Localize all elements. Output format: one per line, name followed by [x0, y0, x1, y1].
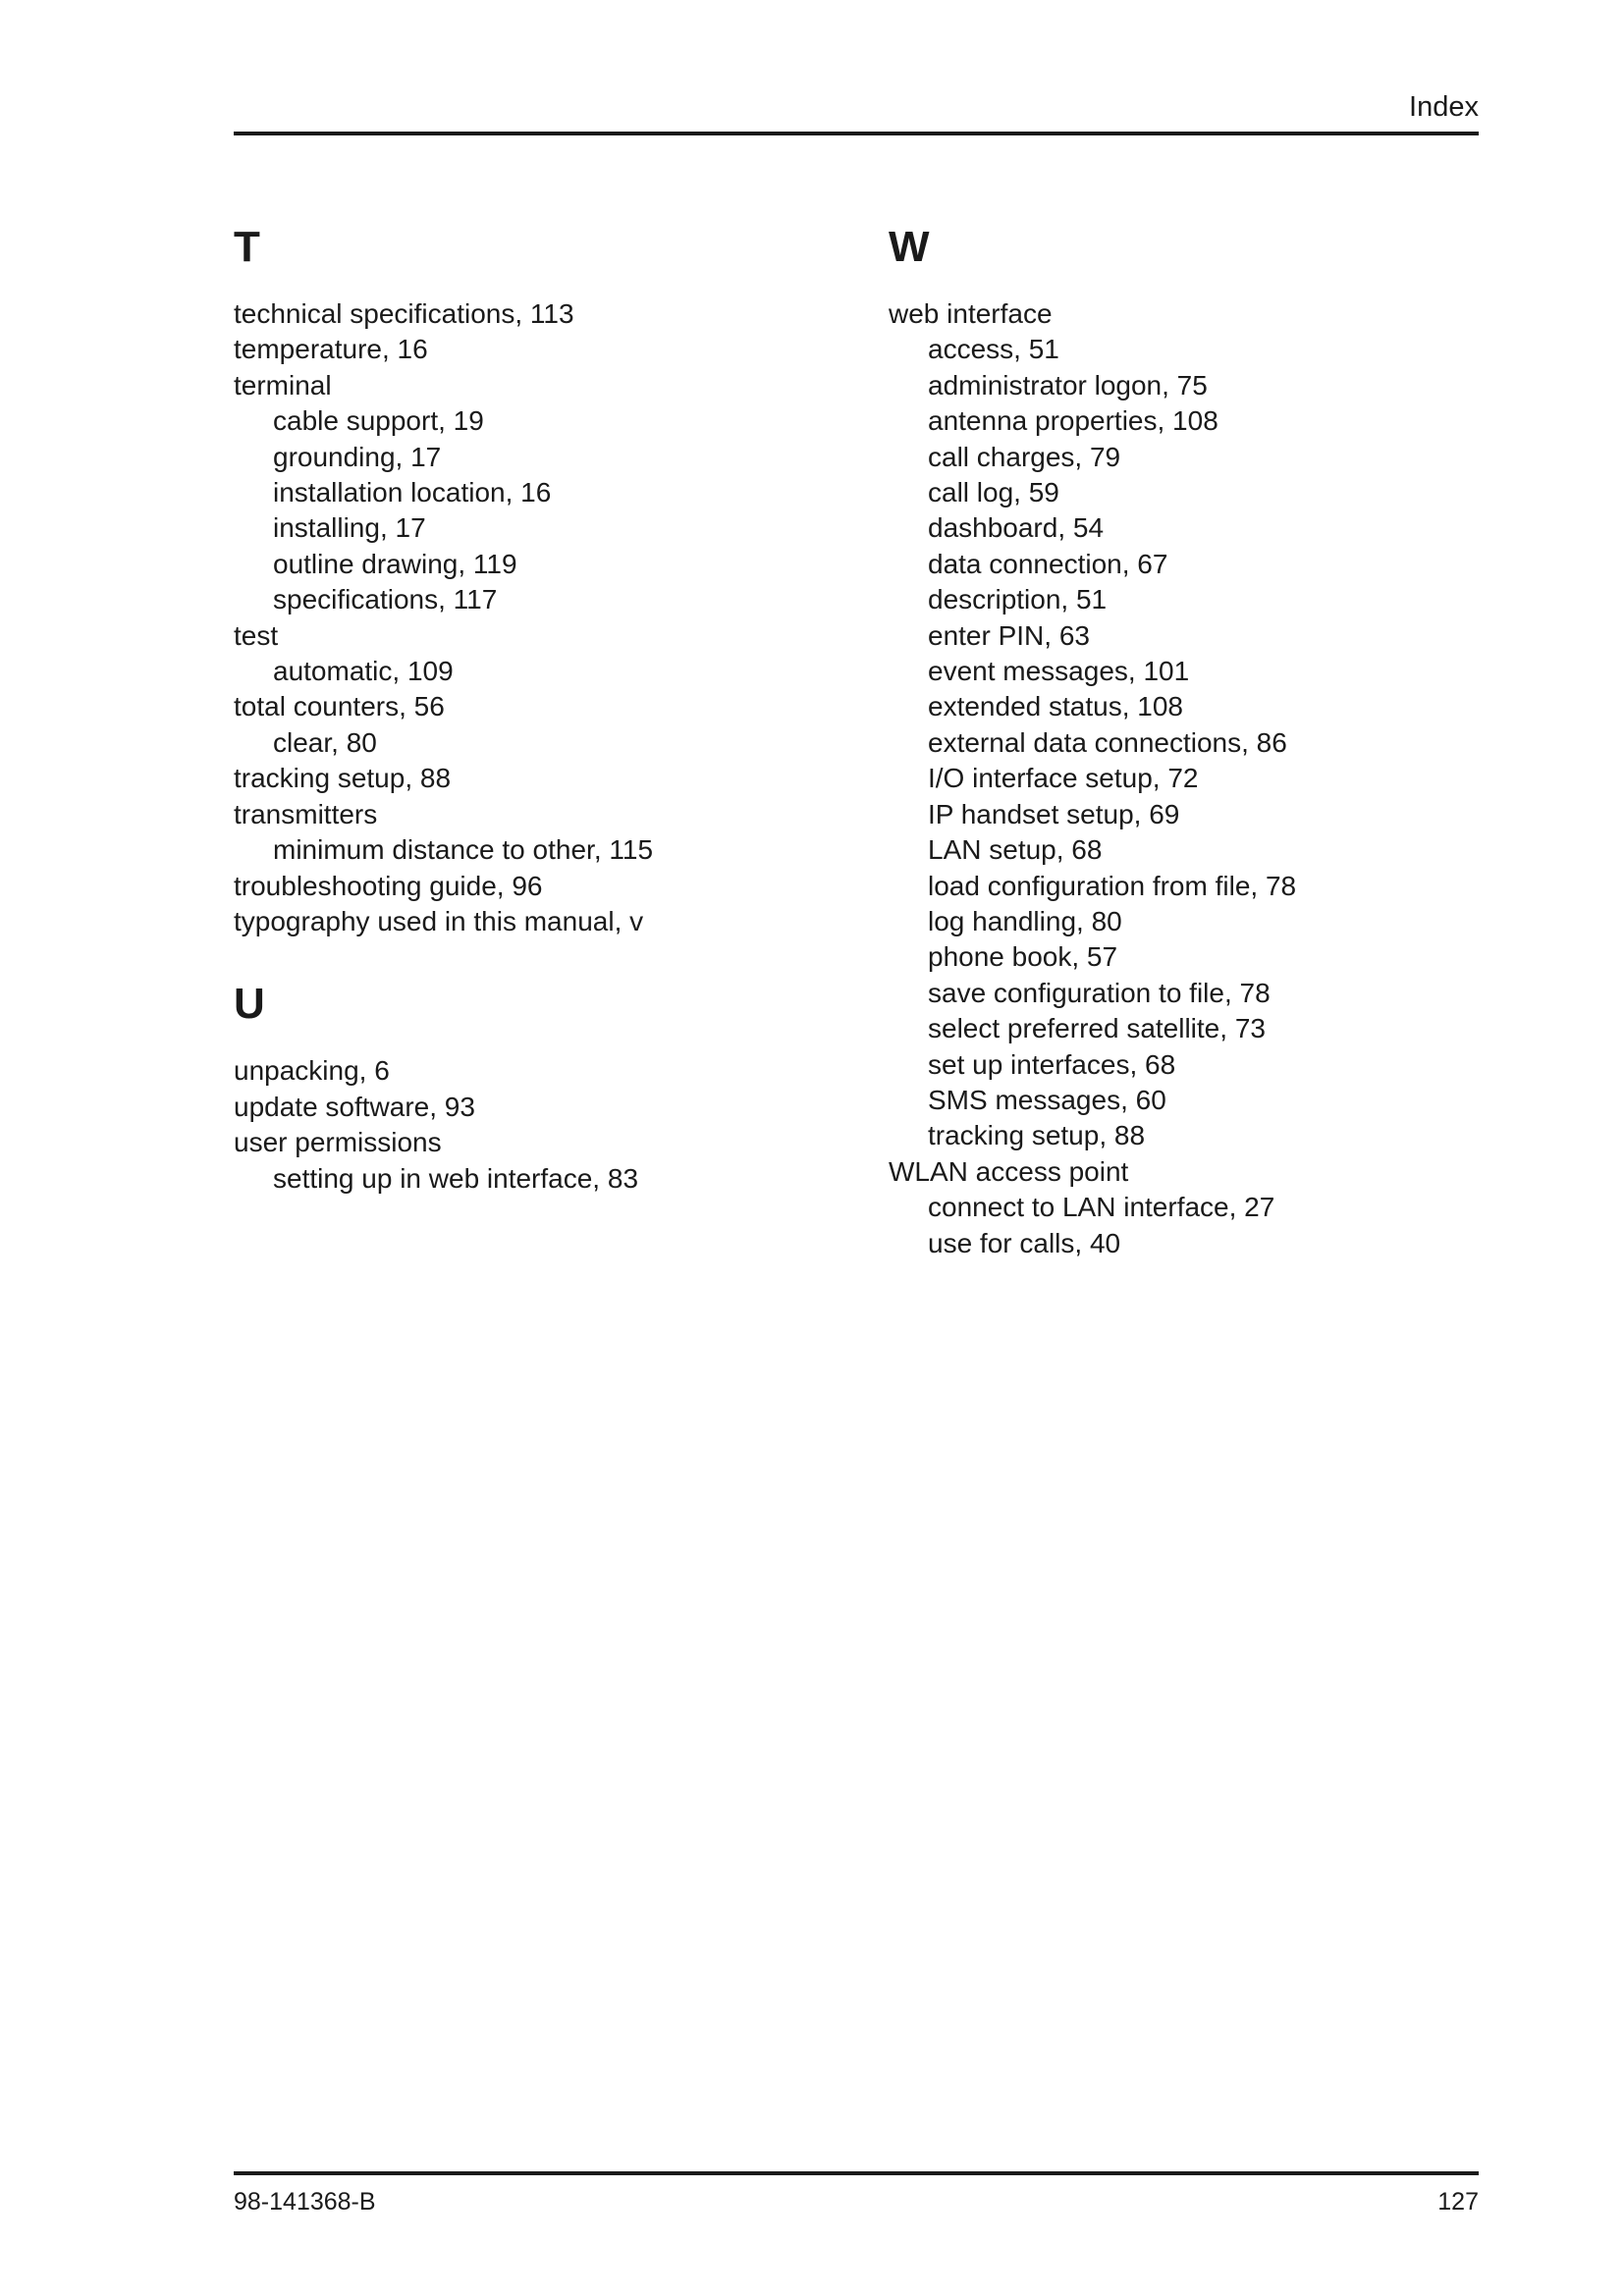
index-subentry: IP handset setup, 69 [928, 798, 1180, 829]
index-subentry: set up interfaces, 68 [928, 1048, 1176, 1080]
index-subentry: administrator logon, 75 [928, 369, 1208, 400]
index-entry: unpacking, 6 [234, 1055, 390, 1087]
index-entry: temperature, 16 [234, 334, 428, 365]
index-subentry: log handling, 80 [928, 905, 1122, 936]
index-subentry: installing, 17 [273, 512, 426, 544]
index-entry: total counters, 56 [234, 691, 445, 722]
index-subentry: LAN setup, 68 [928, 834, 1103, 866]
page-header [234, 86, 1479, 135]
index-section [234, 979, 823, 1197]
index-subentry: antenna properties, 108 [928, 405, 1218, 437]
index-subentry: description, 51 [928, 584, 1108, 615]
index-subentry: enter PIN, 63 [928, 619, 1090, 651]
index-entry: typography used in this manual, v [234, 905, 644, 936]
index-subentry: call charges, 79 [928, 441, 1121, 472]
index-subentry: clear, 80 [273, 726, 377, 758]
index-entry-list [234, 296, 823, 939]
index-subentry: cable support, 19 [273, 405, 484, 437]
page-number: 127 [1437, 2188, 1479, 2216]
document-number: 98-141368-B [234, 2188, 376, 2216]
index-entry: terminal [234, 369, 332, 400]
index-subentry: connect to LAN interface, 27 [928, 1192, 1275, 1223]
index-subentry: data connection, 67 [928, 548, 1168, 579]
index-column-left [234, 222, 823, 1236]
index-subentry: phone book, 57 [928, 941, 1118, 973]
index-entry: technical specifications, 113 [234, 298, 574, 329]
index-entry: tracking setup, 88 [234, 763, 452, 794]
index-section [889, 222, 1478, 1261]
page-footer [234, 2171, 1479, 2224]
index-entry: user permissions [234, 1127, 442, 1158]
index-subentry: access, 51 [928, 334, 1059, 365]
index-subentry: call log, 59 [928, 477, 1059, 508]
index-entry-list [234, 1053, 823, 1197]
index-subentry: save configuration to file, 78 [928, 977, 1271, 1008]
index-entry: transmitters [234, 798, 378, 829]
index-subentry: specifications, 117 [273, 584, 498, 615]
section-letter: W [889, 223, 930, 271]
index-entry: troubleshooting guide, 96 [234, 870, 543, 901]
index-entry: test [234, 619, 279, 651]
index-subentry: dashboard, 54 [928, 512, 1105, 544]
index-entry-list [889, 296, 1478, 1261]
index-subentry: installation location, 16 [273, 477, 552, 508]
index-subentry: automatic, 109 [273, 656, 454, 687]
index-subentry: extended status, 108 [928, 691, 1183, 722]
index-subentry: use for calls, 40 [928, 1227, 1121, 1258]
index-subentry: setting up in web interface, 83 [273, 1162, 639, 1194]
index-subentry: tracking setup, 88 [928, 1120, 1146, 1151]
index-section [234, 222, 823, 939]
index-column-right [889, 222, 1478, 1301]
index-subentry: grounding, 17 [273, 441, 442, 472]
section-letter: T [234, 223, 260, 271]
index-subentry: I/O interface setup, 72 [928, 763, 1199, 794]
index-subentry: event messages, 101 [928, 656, 1190, 687]
index-subentry: outline drawing, 119 [273, 548, 517, 579]
index-entry: update software, 93 [234, 1091, 475, 1122]
index-subentry: external data connections, 86 [928, 726, 1287, 758]
index-entry: web interface [889, 298, 1053, 329]
index-subentry: select preferred satellite, 73 [928, 1013, 1266, 1044]
index-subentry: minimum distance to other, 115 [273, 834, 654, 866]
section-letter: U [234, 980, 265, 1029]
index-subentry: SMS messages, 60 [928, 1084, 1166, 1115]
index-entry: WLAN access point [889, 1155, 1129, 1187]
header-title: Index [1409, 91, 1479, 123]
index-subentry: load configuration from file, 78 [928, 870, 1297, 901]
